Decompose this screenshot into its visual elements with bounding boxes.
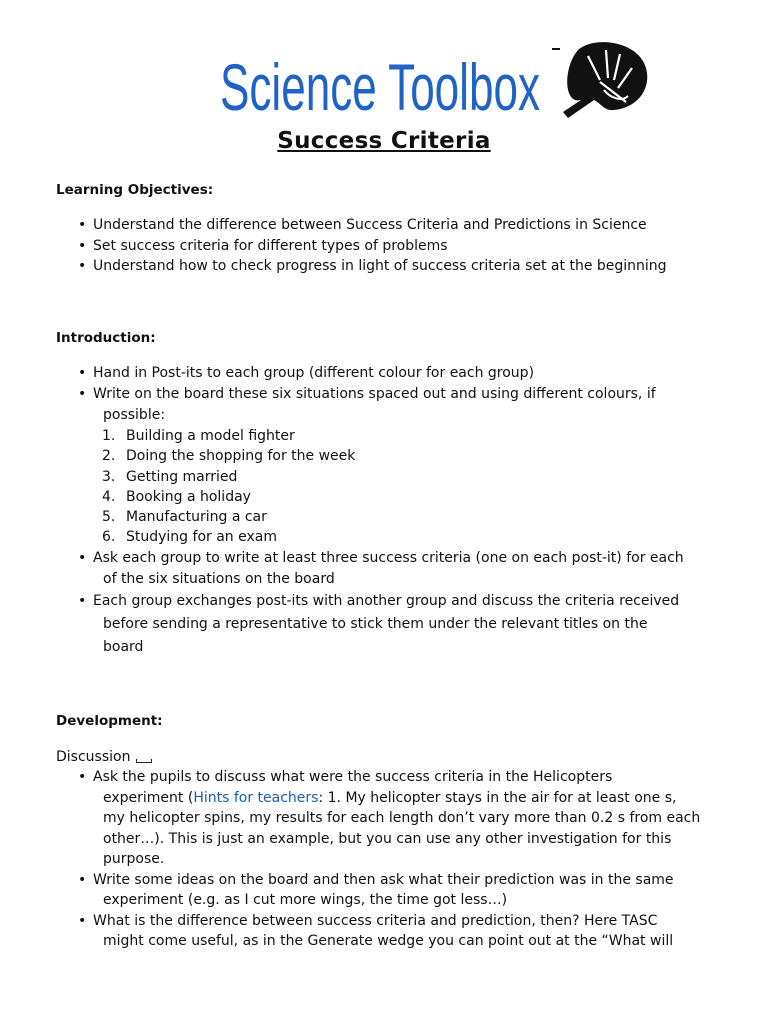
list-item: • Understand the difference between Success Criteria and Predictions in Science <box>76 215 726 236</box>
list-item <box>76 767 726 870</box>
list-item: • Hand in Post-its to each group (different colour for each group) <box>76 363 726 384</box>
item-number: 6. <box>102 529 116 546</box>
learning-objectives-heading: Learning Objectives: <box>56 182 214 198</box>
list-item <box>76 870 726 911</box>
list-item: • Understand how to check progress in light of success criteria set at the beginning <box>76 256 726 277</box>
list-item-text: Ask the pupils to discuss what were the success criteria in the Helicopters <box>93 769 613 785</box>
discussion-text: Discussion <box>56 749 131 765</box>
development-list <box>76 767 726 952</box>
logo-text: Science Toolbox <box>220 50 540 124</box>
list-item <box>76 591 726 658</box>
list-item-text: other…). This is just an example, but you can use any other investigation for this <box>103 830 672 847</box>
list-item <box>76 384 726 548</box>
introduction-list <box>76 363 726 658</box>
note-marker-icon <box>136 759 152 763</box>
item-text: Studying for an exam <box>126 529 277 546</box>
list-item: • Set success criteria for different types of problems <box>76 236 726 257</box>
page-title: Success Criteria <box>277 128 491 154</box>
introduction-heading: Introduction: <box>56 330 156 346</box>
item-number: 1. <box>102 428 116 444</box>
list-item <box>93 527 726 547</box>
list-item <box>93 507 726 527</box>
list-item <box>93 446 726 466</box>
item-text: Booking a holiday <box>126 488 251 505</box>
hints-for-teachers-label: Hints for teachers <box>193 789 319 806</box>
development-heading: Development: <box>56 713 163 729</box>
item-text: Doing the shopping for the week <box>126 448 356 465</box>
list-item-text: possible: <box>103 407 166 423</box>
item-number: 5. <box>102 509 116 526</box>
list-item-text: Write on the board these six situations spaced out and using different colours, if <box>93 385 656 402</box>
list-item-text: Each group exchanges post-its with another group and discuss the criteria received <box>93 593 680 610</box>
text-fragment: experiment ( <box>103 789 194 806</box>
list-item <box>93 426 726 446</box>
science-toolbox-logo <box>220 40 550 124</box>
item-text: Manufacturing a car <box>126 509 267 526</box>
item-number: 2. <box>102 448 116 465</box>
list-item <box>76 548 726 592</box>
list-item-text: before sending a representative to stick them under the relevant titles on the <box>103 615 648 632</box>
list-item-text: board <box>103 638 144 655</box>
list-item <box>93 487 726 507</box>
list-item-text: purpose. <box>103 851 165 867</box>
item-text: Getting married <box>126 468 238 485</box>
discussion-label <box>56 749 152 765</box>
list-item-text: might come useful, as in the Generate wedge you can point out at the “What will <box>103 933 674 949</box>
list-item-text <box>93 788 726 809</box>
list-item-text: my helicopter spins, my results for each length don’t vary more than 0.2 s from each <box>103 810 701 826</box>
situations-list <box>93 426 726 548</box>
list-item <box>76 911 726 952</box>
palette-tools-icon <box>548 38 650 120</box>
list-item <box>93 467 726 487</box>
text-fragment: : 1. My helicopter stays in the air for at least one s, <box>318 789 677 806</box>
item-number: 4. <box>102 488 116 505</box>
list-item-text: Write some ideas on the board and then ask what their prediction was in the same <box>93 871 674 888</box>
list-item-text: What is the difference between success criteria and prediction, then? Here TASC <box>93 912 658 929</box>
item-number: 3. <box>102 468 116 485</box>
list-item-text: of the six situations on the board <box>103 571 335 588</box>
learning-objectives-list <box>76 215 726 277</box>
item-text: Building a model fighter <box>126 428 295 444</box>
list-item-text: experiment (e.g. as I cut more wings, the time got less…) <box>103 892 508 908</box>
list-item-text: Ask each group to write at least three success criteria (one on each post-it) for each <box>93 549 684 566</box>
